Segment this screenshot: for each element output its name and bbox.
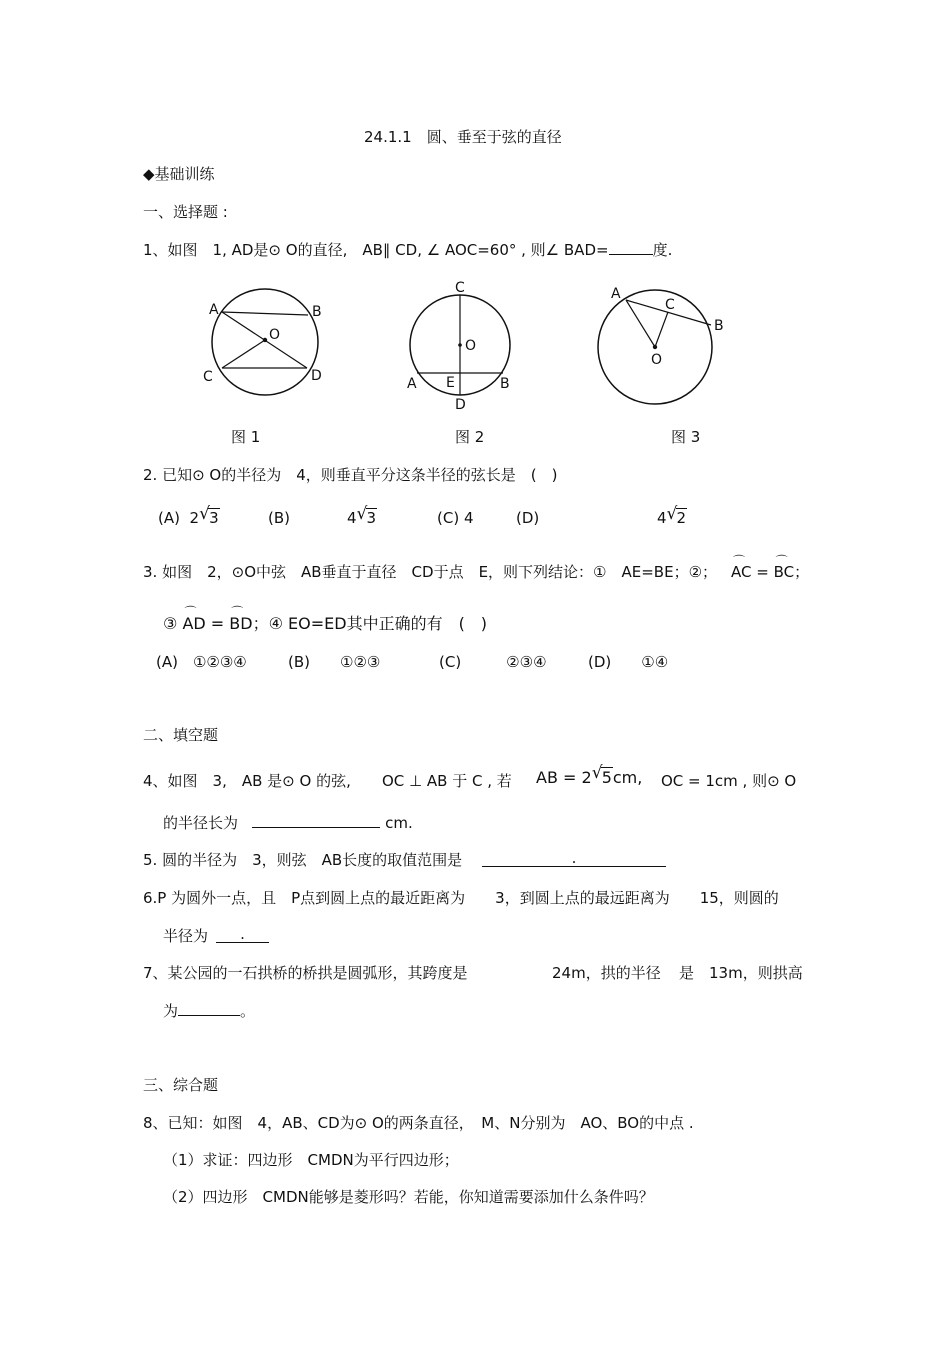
figure-1-caption: 图 1	[231, 428, 261, 446]
q3-option-b: (B) ①②③	[288, 653, 381, 671]
question-6-line2	[163, 925, 208, 946]
fig3-label-b: B	[714, 318, 724, 334]
question-3-line2	[163, 611, 487, 634]
question-7-line1c: 是 13m，则拱高	[679, 964, 803, 982]
fig2-label-b: B	[500, 376, 510, 392]
fig1-label-a: A	[209, 302, 219, 318]
q1-blank	[609, 240, 653, 255]
question-7-line1b: 24m，拱的半径	[552, 964, 661, 982]
q2-option-c: (C) 4	[437, 509, 474, 527]
figure-3-diagram	[590, 280, 730, 410]
fig3-label-a: A	[611, 286, 621, 302]
arc-bc: ⌒ BC	[774, 563, 795, 581]
question-3-line1: 3. 如图 2，⊙O中弦 AB垂直于直径 CD于点 E，则下列结论：① AE=BE；②；	[143, 563, 718, 581]
q7-line2-text: 为	[163, 1002, 179, 1020]
q1-suffix: 度.	[652, 241, 673, 259]
question-6-line1: 6.P 为圆外一点，且 P点到圆上点的最近距离为 3，到圆上点的最远距离为 15，则圆的	[143, 889, 779, 907]
part1-heading: 一、选择题 :	[143, 203, 228, 221]
arc-ac: ⌒ AC	[731, 563, 751, 581]
q2-opt-a-coef: 2	[189, 509, 200, 527]
fig1-label-o: O	[269, 327, 281, 343]
fig1-label-c: C	[203, 369, 213, 385]
q4-part-d: OC = 1cm , 则⊙ O	[661, 772, 797, 790]
question-2: 2. 已知⊙ O的半径为 4，则垂直平分这条半径的弦长是 ( )	[143, 466, 558, 484]
q4-blank	[252, 813, 380, 828]
part2-heading: 二、填空题	[143, 726, 219, 744]
figure-2-diagram	[400, 278, 520, 415]
semicolon: ；	[794, 563, 810, 581]
question-8: 8、已知：如图 4，AB、CD为⊙ O的两条直径， M、N分别为 AO、BO的中点 .	[143, 1114, 694, 1132]
figure-2-caption: 图 2	[455, 428, 485, 446]
question-8-sub1: （1）求证：四边形 CMDN为平行四边形；	[163, 1151, 459, 1169]
sqrt-symbol: √ 2	[666, 504, 687, 527]
q3-option-a: (A) ①②③④	[156, 653, 247, 671]
q2-option-d-label: (D)	[516, 509, 540, 527]
q2-opt-d-rad: 2	[676, 509, 687, 527]
fig3-label-o: O	[651, 352, 663, 368]
q4-line2	[163, 812, 413, 833]
q6-dot: .	[240, 925, 245, 943]
sqrt-symbol: √ 5	[591, 763, 612, 787]
question-7-line2	[163, 1000, 255, 1021]
q5-dot: .	[571, 849, 577, 867]
q3-option-c: (C) ②③④	[439, 653, 547, 671]
q5-blank	[482, 849, 666, 867]
equals-sign: =	[756, 563, 769, 581]
q6-blank	[216, 925, 269, 943]
q3-line2-end: ；④ EO=ED其中正确的有 ( )	[252, 614, 488, 633]
q5-text: 5. 圆的半径为 3，则弦 AB长度的取值范围是	[143, 851, 463, 869]
question-5	[143, 849, 462, 870]
q2-opt-a-label: (A)	[158, 509, 180, 527]
fig1-label-d: D	[311, 368, 322, 384]
q4-ab-eq: AB = 2	[536, 768, 592, 787]
sqrt-symbol: √ 3	[199, 504, 219, 527]
arc-ad: ⌒ AD	[182, 614, 205, 633]
q6-line2-text: 半径为	[163, 927, 209, 945]
fig1-label-b: B	[312, 304, 322, 320]
q2-opt-b-rad: 3	[366, 509, 377, 527]
sqrt-symbol: √ 3	[356, 504, 377, 527]
q3-arc-equation-1	[731, 561, 809, 582]
figure-3-caption: 图 3	[671, 428, 701, 446]
q4-line2-unit: cm.	[385, 814, 413, 832]
question-8-sub2: （2）四边形 CMDN能够是菱形吗？若能，你知道需要添加什么条件吗？	[163, 1188, 654, 1206]
fig2-label-c: C	[455, 280, 465, 296]
question-1	[143, 239, 672, 260]
q2-opt-b-coef: 4	[347, 509, 357, 527]
q2-option-d-value	[657, 504, 687, 527]
q4-part-c	[536, 763, 643, 787]
fig2-label-a: A	[407, 376, 417, 392]
section-basic-training: ◆基础训练	[143, 165, 215, 183]
q4-unit: cm,	[612, 768, 643, 787]
q7-line2-end: 。	[240, 1002, 256, 1020]
equals-sign: =	[210, 614, 225, 633]
q4-part-a: 4、如图 3, AB 是⊙ O 的弦,	[143, 772, 351, 790]
arc-bd: ⌒ BD	[229, 614, 252, 633]
q2-option-b-label: (B)	[268, 509, 290, 527]
question-7-line1a: 7、某公园的一石拱桥的桥拱是圆弧形，其跨度是	[143, 964, 468, 982]
q7-blank	[178, 1001, 240, 1016]
figure-1-diagram	[195, 282, 335, 397]
q2-option-a	[158, 504, 220, 527]
page-title: 24.1.1 圆、垂至于弦的直径	[364, 128, 562, 146]
q2-opt-a-rad: 3	[209, 509, 219, 527]
fig2-label-e: E	[446, 375, 455, 391]
q4-rad: 5	[601, 768, 612, 787]
q3-option-d: (D) ①④	[588, 653, 669, 671]
q2-opt-d-coef: 4	[657, 509, 667, 527]
q2-option-b-value	[347, 504, 377, 527]
q3-circle-3: ③	[163, 614, 178, 633]
q4-part-b: OC ⊥ AB 于 C , 若	[382, 772, 512, 790]
fig2-label-o: O	[465, 338, 477, 354]
part3-heading: 三、综合题	[143, 1076, 219, 1094]
fig3-label-c: C	[665, 297, 675, 313]
q4-line2-text: 的半径长为	[163, 814, 239, 832]
q1-text: 1、如图 1, AD是⊙ O的直径, AB∥ CD, ∠ AOC=60° , 则∠ BAD=	[143, 241, 609, 259]
fig2-label-d: D	[455, 397, 466, 413]
